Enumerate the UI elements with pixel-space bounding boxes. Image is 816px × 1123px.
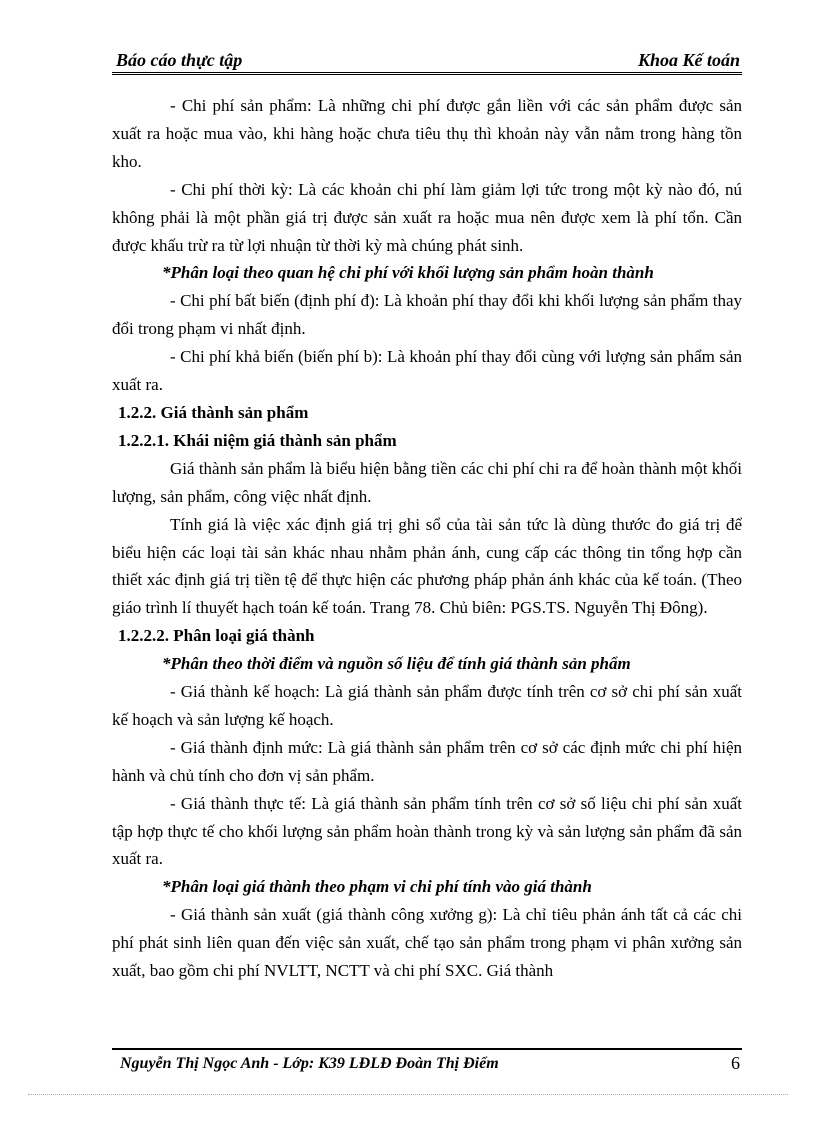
header-report-title: Báo cáo thực tập: [116, 50, 243, 70]
paragraph-production-price: - Giá thành sản xuất (giá thành công xưởng g): Là chỉ tiêu phản ánh tất cả các chi phí phát sinh liên quan đến việc sản xuất, chế tạo sản phẩm trong phạm vi phân xưởng sản xuất, bao gồm chi phí NVLTT, NCTT và chi phí SXC. Giá thành: [112, 905, 742, 981]
page-bottom-border: [28, 1094, 788, 1095]
page-header: [112, 48, 742, 75]
subheading-time-source: *Phân theo thời điểm và nguồn số liệu để tính giá thành sản phẩm: [162, 654, 631, 674]
paragraph-standard-price: - Giá thành định mức: Là giá thành sản phẩm trên cơ sở các định mức chi phí hiện hành và chủ tính cho đơn vị sản phẩm.: [112, 737, 742, 785]
section-heading-price-concept: 1.2.2.1. Khái niệm giá thành sản phẩm: [118, 430, 397, 450]
page-footer: [112, 1048, 742, 1080]
section-heading-product-price: 1.2.2. Giá thành sản phẩm: [118, 402, 309, 422]
paragraph-period-cost: - Chi phí thời kỳ: Là các khoản chi phí làm giảm lợi tức trong một kỳ nào đó, nú không phải là một phần giá trị được sản xuất ra hoặc mua nên được xem là phí tổn. Cần được khấu trừ ra từ lợi nhuận từ thời kỳ mà chúng phát sinh.: [112, 179, 742, 255]
paragraph-variable-cost: - Chi phí khả biến (biến phí b): Là khoản phí thay đổi cùng với lượng sản phẩm sản xuất ra.: [112, 347, 742, 395]
section-heading-price-classification: 1.2.2.2. Phân loại giá thành: [118, 626, 315, 646]
subheading-cost-scope: *Phân loại giá thành theo phạm vi chi phí tính vào giá thành: [162, 877, 592, 897]
header-department: Khoa Kế toán: [637, 50, 740, 70]
paragraph-fixed-cost: - Chi phí bất biến (định phí đ): Là khoản phí thay đổi khi khối lượng sản phẩm thay đổi trong phạm vi nhất định.: [112, 291, 742, 339]
paragraph-valuation: Tính giá là việc xác định giá trị ghi sổ của tài sản tức là dùng thước đo giá trị để biểu hiện các loại tài sản khác nhau nhằm phản ánh, cung cấp các thông tin tổng hợp cần thiết xác định giá trị tiền tệ để thực hiện các phương pháp phản ánh khác của kế toán. (Theo giáo trình lí thuyết hạch toán kế toán. Trang 78. Chủ biên: PGS.TS. Nguyễn Thị Đông).: [112, 514, 742, 618]
paragraph-actual-price: - Giá thành thực tế: Là giá thành sản phẩm tính trên cơ sở số liệu chi phí sản xuất tập hợp thực tế cho khối lượng sản phẩm hoàn thành trong kỳ và sản lượng sản phẩm đã sản xuất ra.: [112, 793, 742, 869]
page-number: 6: [731, 1053, 740, 1073]
subheading-cost-volume: *Phân loại theo quan hệ chi phí với khối lượng sản phẩm hoàn thành: [162, 263, 654, 283]
page-body: [112, 92, 742, 985]
paragraph-price-definition: Giá thành sản phẩm là biểu hiện bằng tiền các chi phí chi ra để hoàn thành một khối lượng, sản phẩm, công việc nhất định.: [112, 458, 742, 506]
paragraph-product-cost: - Chi phí sản phẩm: Là những chi phí được gắn liền với các sản phẩm được sản xuất ra hoặc mua vào, khi hàng hoặc chưa tiêu thụ thì khoản này vẫn nằm trong hàng tồn kho.: [112, 96, 742, 171]
paragraph-planned-price: - Giá thành kế hoạch: Là giá thành sản phẩm được tính trên cơ sở chi phí sản xuất kế hoạch và sản lượng kế hoạch.: [112, 682, 742, 729]
footer-author: Nguyễn Thị Ngọc Anh - Lớp: K39 LĐLĐ Đoàn Thị Điểm: [120, 1055, 499, 1072]
